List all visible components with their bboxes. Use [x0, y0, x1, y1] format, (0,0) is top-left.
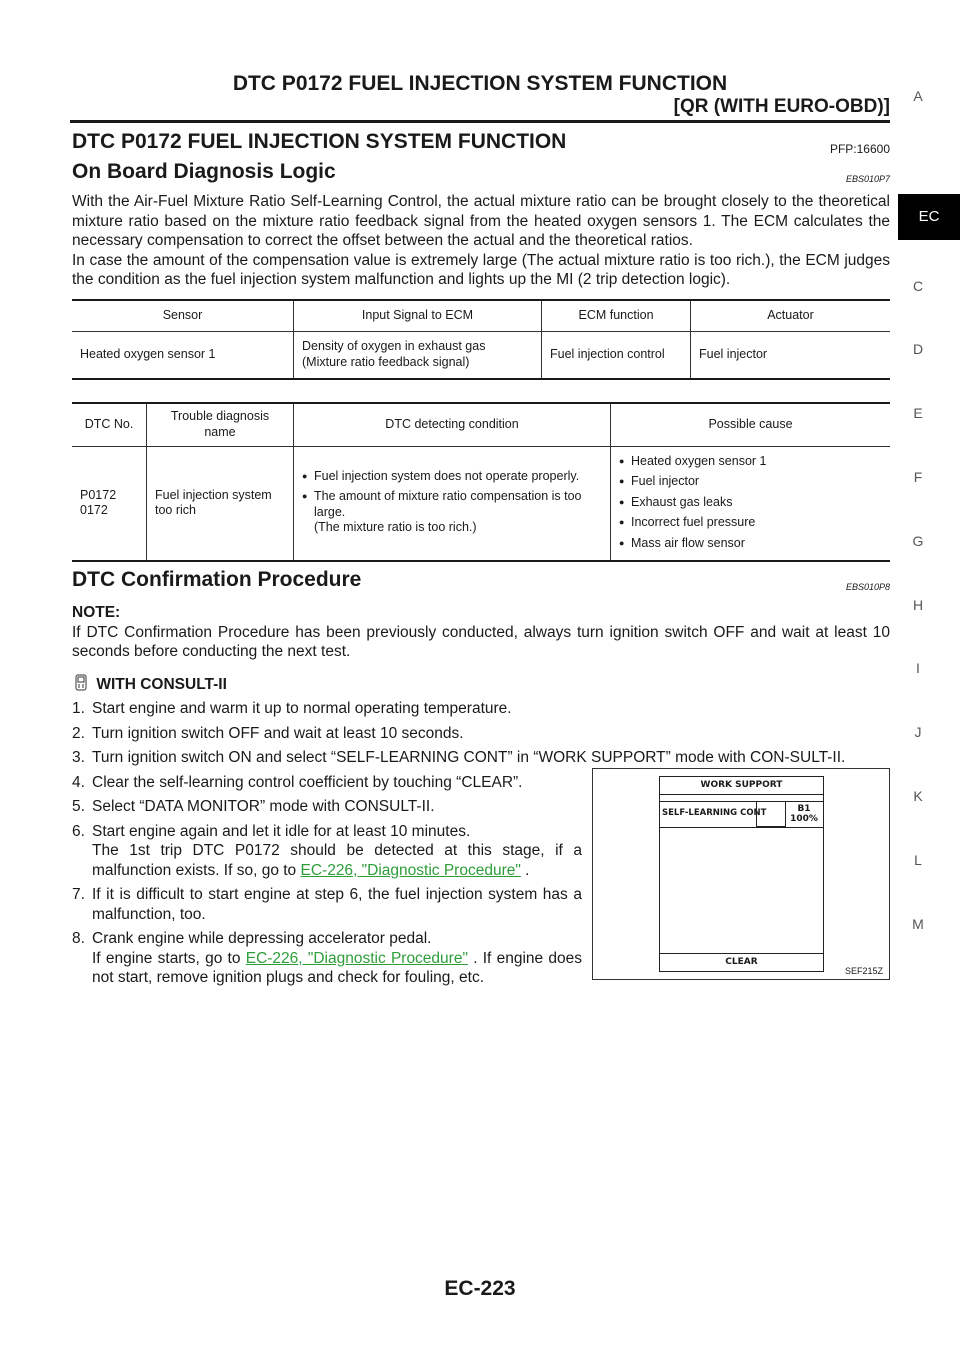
list-item: ● Incorrect fuel pressure: [619, 515, 882, 531]
list-item: [72, 748, 890, 768]
table-row: [72, 446, 890, 561]
header-rule: [70, 120, 890, 123]
note-text: If DTC Confirmation Procedure has been previously conducted, always turn ignition switch OFF and wait at least 10 seconds before conducting the next test.: [72, 623, 890, 660]
index-letter-l[interactable]: L: [914, 852, 922, 868]
obd-paragraph-2: In case the amount of the compensation value is extremely large (The actual mixture ratio is too rich.), the ECM judges the condition as the fuel injection system malfunction and lights up the MI (2 trip detection logic).: [72, 251, 890, 288]
consult-screen: [659, 776, 824, 972]
step-text: Turn ignition switch ON and select “SELF-LEARNING CONT” in “WORK SUPPORT” mode with CON-SULT-II.: [92, 749, 846, 766]
index-letter-d[interactable]: D: [912, 341, 924, 357]
condition-2-text: The amount of mixture ratio compensation is too large.: [314, 489, 582, 519]
step-number: 5.: [72, 798, 85, 815]
col-dtc-no: DTC No.: [72, 403, 147, 447]
step-text: If engine starts, go to: [92, 949, 241, 967]
obd-paragraph-1: With the Air-Fuel Mixture Ratio Self-Learning Control, the actual mixture ratio can be brought closely to the theoretical mixture ratio based on the mixture ratio feedback signal from the heated oxygen sensors 1. The ECM calculates the necessary compensation to correct the offset between the actual and the theoretical ratios.: [72, 193, 890, 249]
condition-2-note: (The mixture ratio is too rich.): [314, 520, 477, 535]
col-detecting-condition: DTC detecting condition: [294, 403, 611, 447]
step-number: 7.: [72, 886, 85, 903]
step-number: 8.: [72, 930, 85, 947]
consult-tool-icon: [72, 674, 92, 691]
section-index: [898, 0, 960, 1358]
cell-input-signal: [294, 331, 542, 379]
index-letter-k[interactable]: K: [913, 788, 923, 804]
index-letter-m[interactable]: M: [912, 916, 924, 932]
cell-possible-cause: [611, 446, 891, 561]
obd-heading-text: On Board Diagnosis Logic: [72, 160, 336, 183]
diagnostic-procedure-link[interactable]: EC-226, "Diagnostic Procedure": [245, 949, 468, 967]
step-text: . If engine does not start, remove ignition plugs and check for fouling, etc.: [92, 949, 582, 986]
note-label: NOTE:: [72, 604, 121, 621]
index-letter-a[interactable]: A: [913, 88, 923, 104]
obd-heading: [72, 158, 890, 186]
cell-diagnosis-name: [147, 446, 294, 561]
selection-box: [756, 801, 786, 827]
index-letter-ec-active[interactable]: EC: [898, 194, 960, 240]
self-learning-value: [786, 804, 822, 824]
running-header-subtitle: [QR (WITH EURO-OBD)]: [673, 96, 890, 117]
col-diagnosis-name: Trouble diagnosis name: [147, 403, 294, 447]
step-number: 4.: [72, 773, 85, 791]
dtc-code-2: 0172: [80, 503, 108, 518]
dtc-code-1: P0172: [80, 487, 117, 502]
list-item: ● Fuel injector: [619, 474, 882, 490]
self-learning-row: [660, 801, 823, 828]
list-item: ● Fuel injection system does not operate properly.: [302, 469, 602, 485]
step-text: Crank engine while depressing accelerator pedal.: [92, 930, 432, 947]
dtc-table: [72, 402, 890, 563]
step-number: 1.: [72, 700, 85, 717]
consult-heading: [72, 674, 890, 695]
document-title: [72, 128, 890, 156]
index-letter-h[interactable]: H: [912, 597, 924, 613]
cell-dtc-no: [72, 446, 147, 561]
diagnosis-name-line-1: Fuel injection system: [155, 487, 272, 502]
step-text: Select “DATA MONITOR” mode with CONSULT-II.: [92, 798, 435, 815]
cell-actuator: Fuel injector: [691, 331, 891, 379]
clear-button[interactable]: CLEAR: [660, 953, 823, 971]
cell-detecting-condition: [294, 446, 611, 561]
list-item: [72, 773, 592, 793]
step-text: If it is difficult to start engine at step 6, the fuel injection system has a malfunction, too.: [92, 886, 582, 923]
consult-screen-figure: [592, 768, 890, 980]
table-row: [72, 331, 890, 379]
confirmation-section-code: EBS010P8: [845, 582, 890, 592]
signal-line-2: (Mixture ratio feedback signal): [302, 354, 470, 369]
index-letter-g[interactable]: G: [912, 533, 924, 549]
coefficient-value: 100%: [790, 814, 818, 824]
figure-code: SEF215Z: [844, 966, 883, 976]
index-letter-i[interactable]: I: [916, 660, 920, 676]
consult-label: WITH CONSULT-II: [96, 675, 227, 693]
obd-section-code: EBS010P7: [845, 174, 890, 184]
cell-sensor: Heated oxygen sensor 1: [80, 346, 216, 361]
col-sensor: Sensor: [72, 300, 294, 332]
document-title-text: DTC P0172 FUEL INJECTION SYSTEM FUNCTION: [72, 130, 567, 153]
running-header-title: DTC P0172 FUEL INJECTION SYSTEM FUNCTION: [232, 72, 728, 95]
pfp-code: PFP:16600: [829, 142, 890, 156]
cause-list: [619, 454, 882, 552]
list-item: [72, 885, 582, 924]
list-item: ● Exhaust gas leaks: [619, 495, 882, 511]
index-letter-f[interactable]: F: [913, 469, 923, 485]
step-text: Start engine again and let it idle for at least 10 minutes.: [92, 822, 471, 840]
bank-label: B1: [797, 804, 811, 814]
list-item: [302, 489, 602, 536]
step-number: 2.: [72, 724, 85, 742]
confirmation-heading-text: DTC Confirmation Procedure: [72, 568, 362, 591]
index-letter-e[interactable]: E: [913, 405, 923, 421]
step-text: .: [520, 861, 530, 879]
col-input-signal: Input Signal to ECM: [294, 300, 542, 332]
col-actuator: Actuator: [691, 300, 891, 332]
list-item: [72, 699, 890, 719]
condition-list: [302, 469, 602, 536]
list-item: ● Mass air flow sensor: [619, 536, 882, 552]
self-learning-label: SELF-LEARNING CONT: [662, 808, 767, 818]
page-number: EC-223: [444, 1277, 516, 1300]
list-item: [72, 724, 890, 744]
col-possible-cause: Possible cause: [611, 403, 891, 447]
signal-line-1: Density of oxygen in exhaust gas: [302, 339, 486, 353]
step-text: Clear the self-learning control coefficient by touching “CLEAR”.: [92, 773, 523, 791]
signal-table: [72, 299, 890, 380]
list-item: [72, 797, 592, 817]
list-item: [72, 822, 582, 881]
cell-ecm-function: Fuel injection control: [542, 331, 691, 379]
step-text: The 1st trip DTC P0172 should be detected at this stage, if a malfunction exists. If so, go to: [92, 842, 582, 879]
diagnostic-procedure-link[interactable]: EC-226, "Diagnostic Procedure": [300, 861, 521, 879]
step-number: 6.: [72, 822, 85, 840]
list-item: ● Heated oxygen sensor 1: [619, 454, 882, 470]
confirmation-heading: [72, 566, 890, 594]
list-item: [72, 929, 582, 988]
diagnosis-name-line-2: too rich: [155, 503, 196, 518]
col-ecm-function: ECM function: [542, 300, 691, 332]
step-text: Turn ignition switch OFF and wait at least 10 seconds.: [92, 724, 464, 742]
screen-title: WORK SUPPORT: [660, 777, 823, 795]
step-text: Start engine and warm it up to normal operating temperature.: [92, 700, 512, 717]
step-number: 3.: [72, 749, 85, 766]
index-letter-c[interactable]: C: [912, 278, 924, 294]
index-letter-j[interactable]: J: [914, 724, 922, 740]
